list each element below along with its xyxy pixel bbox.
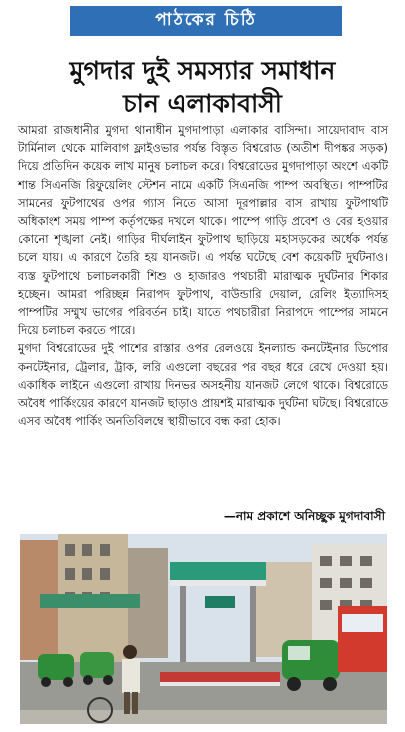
headline: [14, 54, 391, 120]
letter-paragraph-1: আমরা রাজধানীর মুগদা থানাধীন মুগদাপাড়া এলাকার বাসিন্দা। সায়েদাবাদ বাস টার্মিনাল থেকে মালিবাগ ফ্লাইওভার পর্যন্ত বিস্তৃত বিশ্বরোড (অতীশ দীপঙ্কর সড়ক) দিয়ে প্রতিদিন কয়েক লাখ মানুষ চলাচল করে। বিশ্বরোডের মুগদাপাড়া অংশে একটি শান্ত সিএনজি রিফুয়েলিং স্টেশন নামে একটি সিএনজি পাম্প অবস্থিত। পাম্পটির সামনের ফুটপাথের ওপর গ্যাস নিতে আসা দূরপাল্লার বাস রাখায় ফুটপাথটি অধিকাংশ সময় পাম্প কর্তৃপক্ষের দখলে থাকে। পাম্পে গাড়ি প্রবেশ ও বের হওয়ার কোনো শৃঙ্খলা নেই। গাড়ির দীর্ঘলাইন ফুটপাথ ছাড়িয়ে মহাসড়কের অর্ধেক পর্যন্ত চলে যায়। এ কারণে তৈরি হয় যানজট। এ পর্যন্ত ঘটেছে বেশ কয়েকটি দুর্ঘটনাও। ব্যস্ত ফুটপাথে চলাচলকারী শিশু ও হাজারও পথচারী মারাত্মক দুর্ঘটনার শিকার হচ্ছেন। আমরা পরিচ্ছন্ন নিরাপদ ফুটপাথ, বাউন্ডারি দেয়াল, রেলিং ইত্যাদিসহ পাম্পটির সম্মুখ ভাগের পরিবর্তন চাই। যাতে পথচারীরা নিরাপদে পাম্পের সামনে দিয়ে চলাচল করতে পারে।: [18, 123, 388, 338]
letter-paragraph-2: মুগদা বিশ্বরোডের দুই পাশের রাস্তার ওপর রেলওয়ে ইনল্যান্ড কনটেইনার ডিপোর কনটেইনার, ট্রেলার, ট্রাক, লরি এগুলো বছরের পর বছর ধরে রেখে দেওয়া হয়। একাধিক লাইনে এগুলো রাখায় দিনভর অসহনীয় যানজট লেগে থাকে। বিশ্বরোডে অবৈধ পার্কিংয়ের কারণে যানজট ছাড়াও প্রায়শই মারাত্মক দুর্ঘটনা ঘটছে। বিশ্বরোডে এসব অবৈধ পার্কিং অনতিবিলম্বে স্থায়ীভাবে বন্ধ করা হোক।: [18, 341, 388, 429]
letter-body: [18, 121, 388, 430]
street-photo: [20, 534, 387, 724]
section-banner: [70, 6, 342, 36]
headline-line-1: মুগদার দুই সমস্যার সমাধান: [69, 56, 336, 85]
headline-line-2: চান এলাকাবাসী: [123, 89, 282, 118]
letter-signature: —নাম প্রকাশে অনিচ্ছুক মুগদাবাসী: [223, 509, 385, 523]
street-scene-illustration: [20, 534, 387, 724]
section-label: পাঠকের চিঠি: [155, 10, 257, 30]
